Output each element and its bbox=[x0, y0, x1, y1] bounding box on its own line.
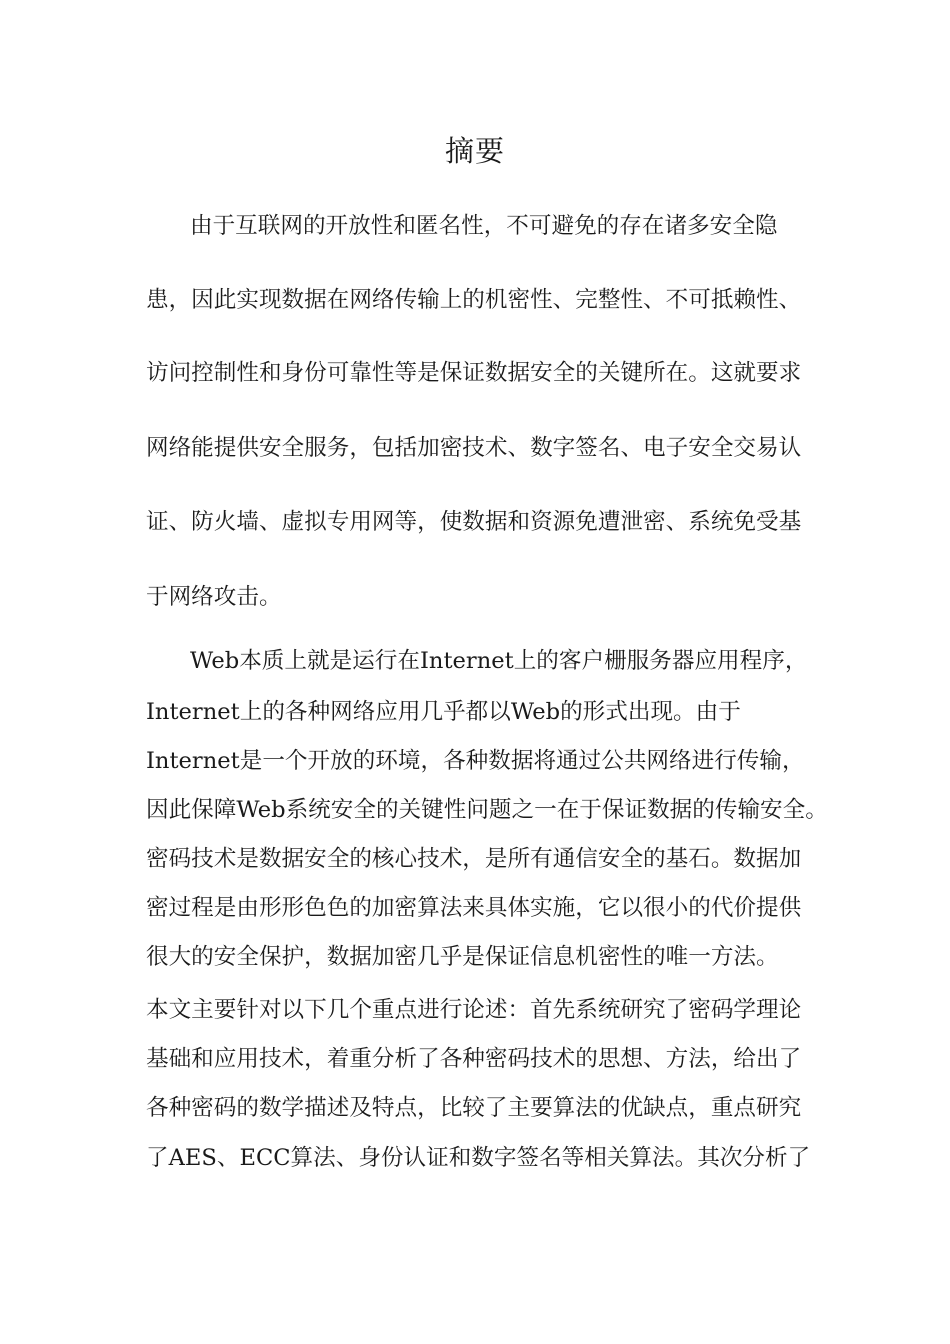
paragraph-line: 很大的安全保护，数据加密几乎是保证信息机密性的唯一方法。 bbox=[146, 944, 779, 970]
paragraph-line: 基础和应用技术，着重分析了各种密码技术的思想、方法，给出了 bbox=[146, 1046, 802, 1072]
page-title: 摘要 bbox=[444, 134, 505, 168]
paragraph-line: 访问控制性和身份可靠性等是保证数据安全的关键所在。这就要求 bbox=[146, 360, 802, 386]
paragraph-line: 于网络攻击。 bbox=[146, 584, 282, 610]
paragraph-line: 各种密码的数学描述及特点，比较了主要算法的优缺点，重点研究 bbox=[146, 1095, 802, 1121]
paragraph-line: 了AES、ECC算法、身份认证和数字签名等相关算法。其次分析了 bbox=[146, 1145, 811, 1171]
paragraph-line: Internet是一个开放的环境，各种数据将通过公共网络进行传输， bbox=[146, 748, 805, 774]
paragraph-line: 证、防火墙、虚拟专用网等，使数据和资源免遭泄密、系统免受基 bbox=[146, 509, 802, 535]
paragraph-line: 密过程是由形形色色的加密算法来具体实施，它以很小的代价提供 bbox=[146, 895, 802, 921]
paragraph-line: 因此保障Web系统安全的关键性问题之一在于保证数据的传输安全。 bbox=[146, 797, 828, 823]
paragraph-line: 患，因此实现数据在网络传输上的机密性、完整性、不可抵赖性、 bbox=[146, 287, 802, 313]
paragraph-line: 网络能提供安全服务，包括加密技术、数字签名、电子安全交易认 bbox=[146, 435, 802, 461]
paragraph-line: Web本质上就是运行在Internet上的客户栅服务器应用程序， bbox=[190, 648, 808, 674]
paragraph-line: 由于互联网的开放性和匿名性，不可避免的存在诸多安全隐 bbox=[190, 213, 778, 239]
paragraph-line: 本文主要针对以下几个重点进行论述：首先系统研究了密码学理论 bbox=[146, 997, 802, 1023]
paragraph-line: Internet上的各种网络应用几乎都以Web的形式出现。由于 bbox=[146, 699, 741, 725]
paragraph-line: 密码技术是数据安全的核心技术，是所有通信安全的基石。数据加 bbox=[146, 846, 802, 872]
